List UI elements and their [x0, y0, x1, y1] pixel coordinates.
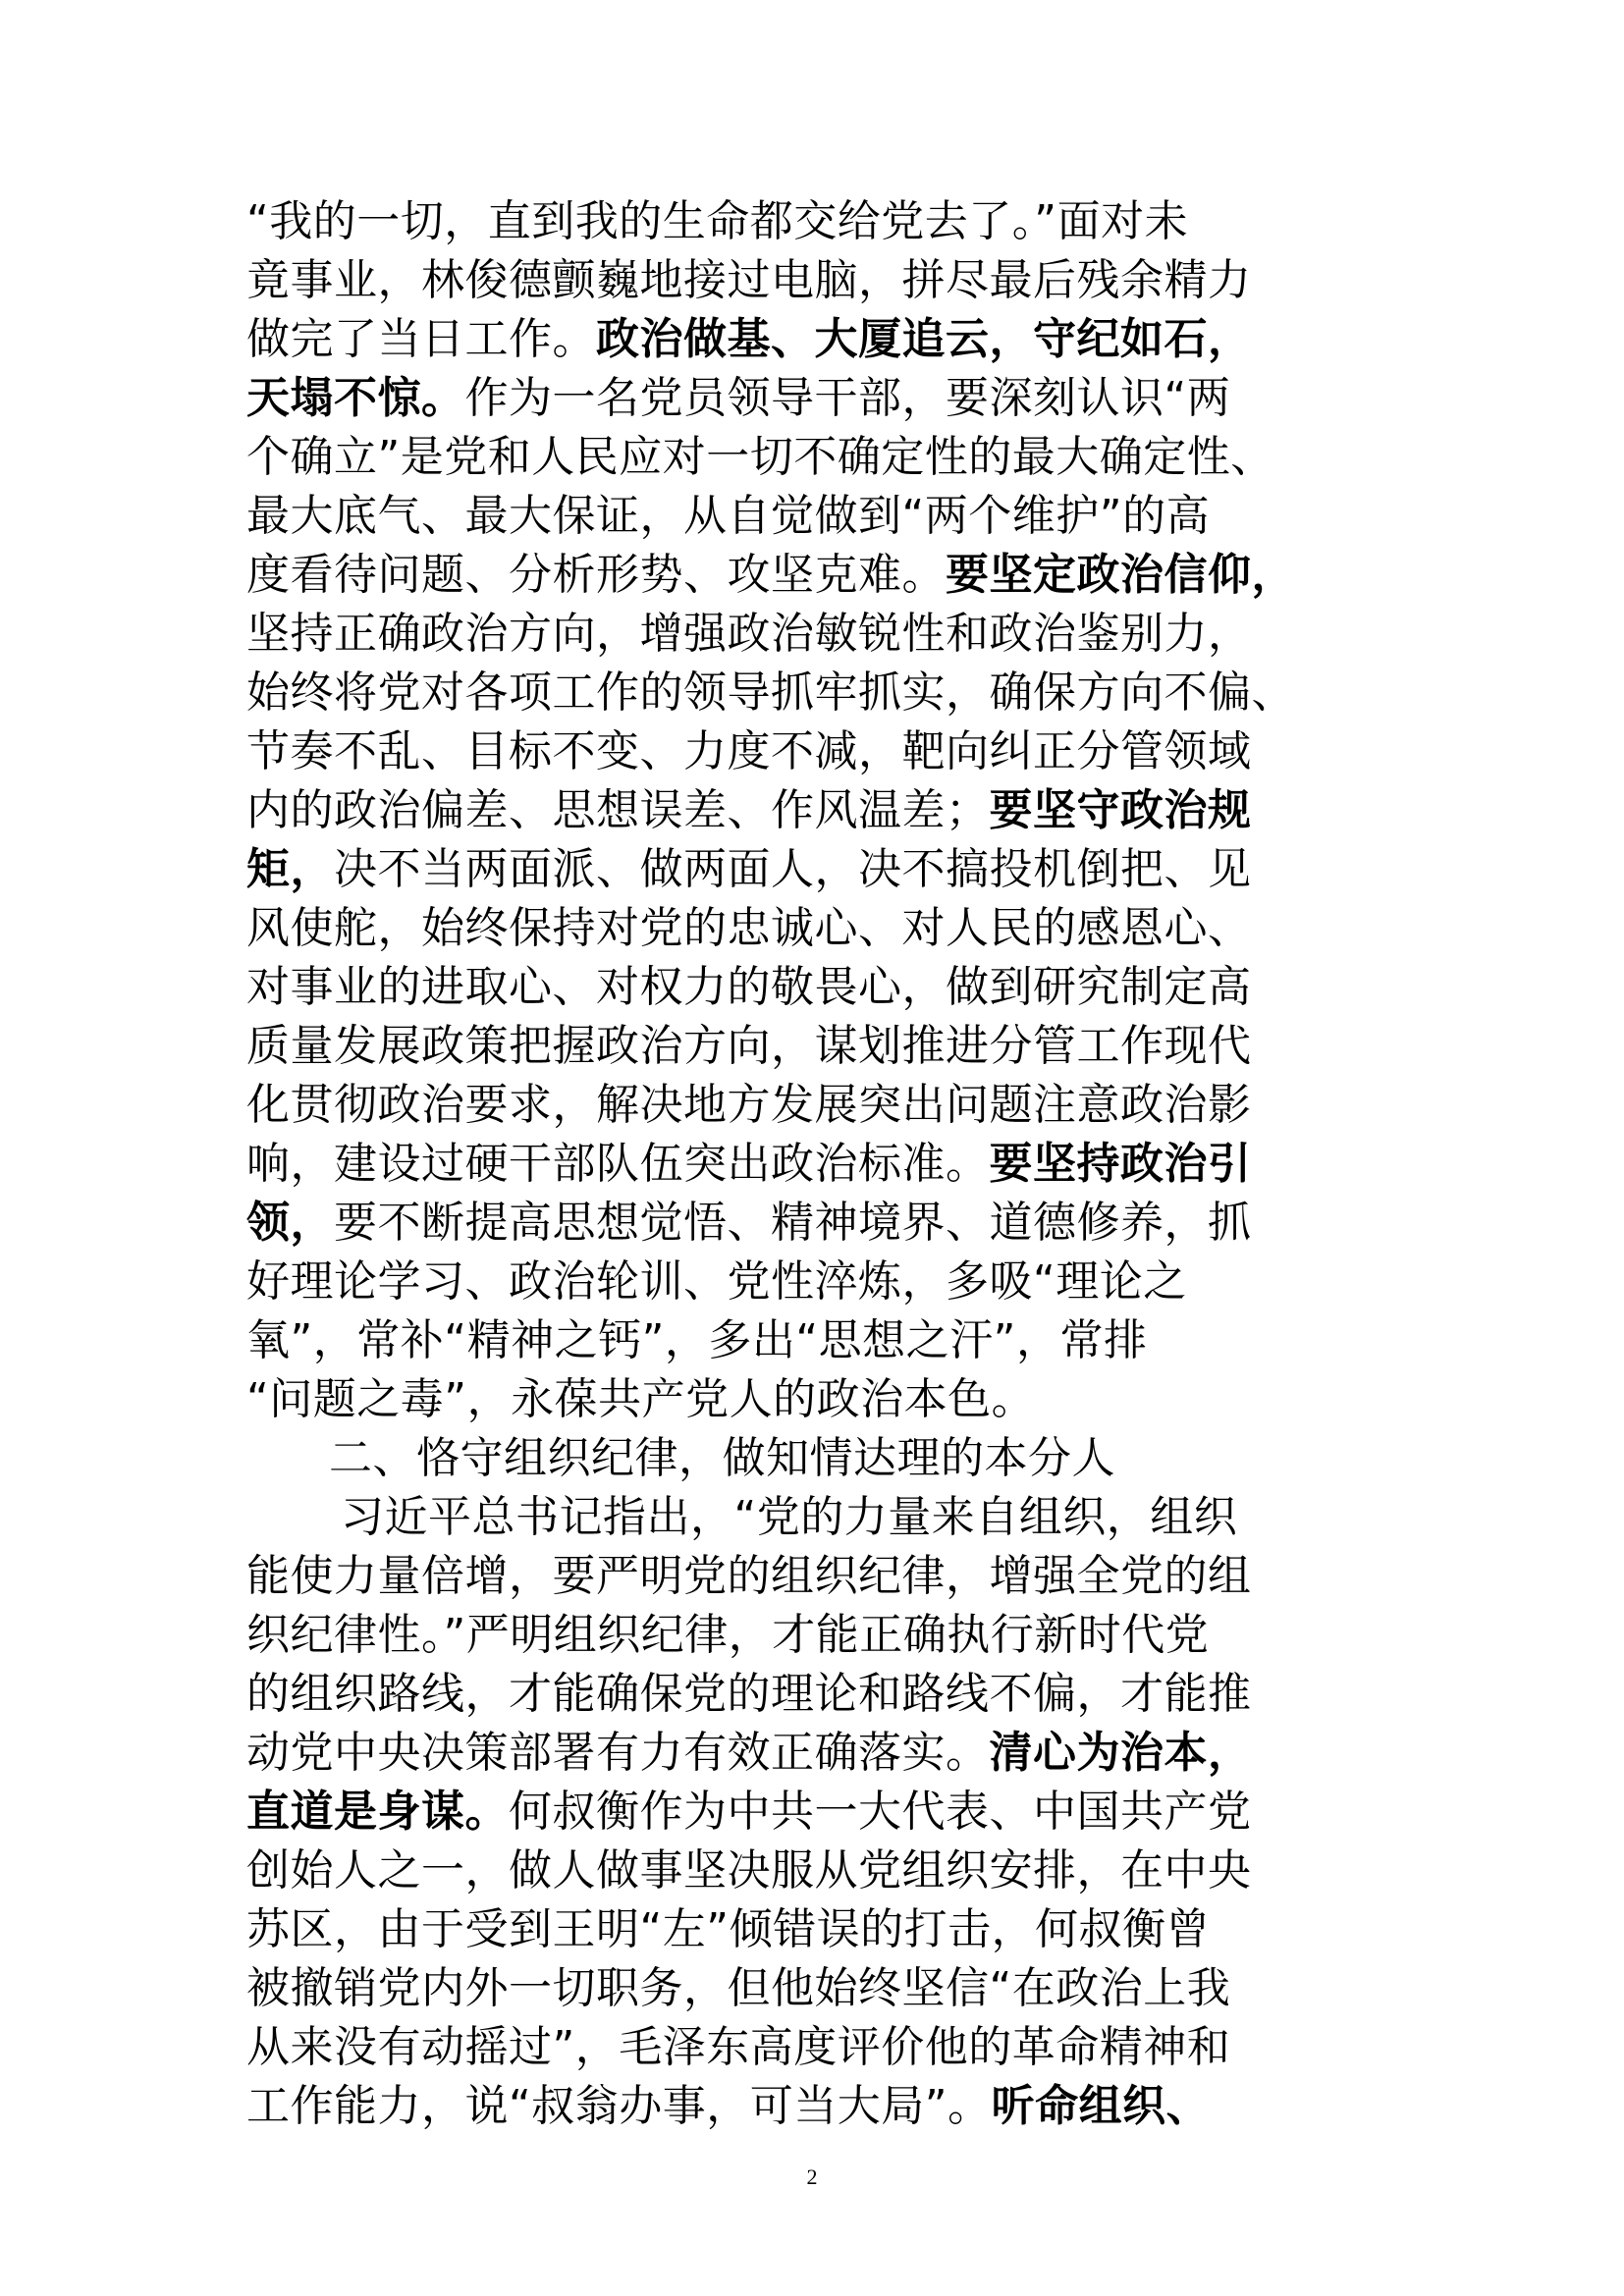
text-run: 始终将党对各项工作的领导抓牢抓实，确保方向不偏、: [246, 667, 1295, 718]
text-line: [246, 369, 1400, 428]
text-line: [246, 1842, 1400, 1900]
section-heading: [246, 1429, 1400, 1488]
body-text: [246, 192, 1400, 2136]
text-line: [246, 781, 1400, 840]
text-line: [246, 1547, 1400, 1606]
text-run: 何叔衡作为中共一大代表、中国共产党: [509, 1787, 1252, 1837]
text-run: 从来没有动摇过”，毛泽东高度评价他的革命精神和: [246, 2022, 1231, 2072]
bold-text-run: 领，: [246, 1198, 334, 1248]
text-run: 作为一名党员领导干部，要深刻认识“两: [464, 373, 1231, 423]
text-line: [246, 840, 1400, 899]
text-line: [246, 1959, 1400, 2018]
text-run: 氧”，常补“精神之钙”，多出“思想之汗”，常排: [246, 1315, 1148, 1365]
text-run: 质量发展政策把握政治方向，谋划推进分管工作现代: [246, 1021, 1252, 1071]
text-line: [246, 1665, 1400, 1724]
text-run: 对事业的进取心、对权力的敬畏心，做到研究制定高: [246, 962, 1252, 1012]
text-line: [246, 1724, 1400, 1783]
text-line: [246, 2077, 1400, 2136]
text-run: 的组织路线，才能确保党的理论和路线不偏，才能推: [246, 1669, 1252, 1719]
bold-text-run: 清心为治本，: [989, 1728, 1252, 1778]
text-run: 要不断提高思想觉悟、精神境界、道德修养，抓: [334, 1198, 1252, 1248]
text-line: [246, 1900, 1400, 1959]
text-run: 节奏不乱、目标不变、力度不减，靶向纠正分管领域: [246, 726, 1252, 776]
text-run: 被撤销党内外一切职务，但他始终坚信“在政治上我: [246, 1963, 1231, 2013]
text-line: [246, 2018, 1400, 2077]
text-run: 最大底气、最大保证，从自觉做到“两个维护”的高: [246, 491, 1211, 541]
text-line: [246, 1017, 1400, 1076]
text-line: [246, 546, 1400, 605]
text-line: [246, 1135, 1400, 1194]
text-line: [246, 1194, 1400, 1253]
text-run: 苏区，由于受到王明“左”倾错误的打击，何叔衡曾: [246, 1904, 1211, 1954]
text-run: 化贯彻政治要求，解决地方发展突出问题注意政治影: [246, 1080, 1252, 1130]
text-line: [246, 251, 1400, 310]
text-run: 好理论学习、政治轮训、党性淬炼，多吸“理论之: [246, 1256, 1187, 1307]
text-run: “我的一切，直到我的生命都交给党去了。”面对未: [246, 196, 1189, 246]
text-line: [246, 1311, 1400, 1370]
text-run: 坚持正确政治方向，增强政治敏锐性和政治鉴别力，: [246, 609, 1252, 659]
text-run: 动党中央决策部署有力有效正确落实。: [246, 1728, 990, 1778]
bold-text-run: 要坚持政治引: [989, 1139, 1252, 1189]
bold-text-run: 听命组织、: [991, 2081, 1211, 2131]
text-line: [246, 664, 1400, 722]
text-run: “问题之毒”，永葆共产党人的政治本色。: [246, 1374, 1036, 1424]
text-run: 织纪律性。”严明组织纪律，才能正确执行新时代党: [246, 1610, 1210, 1660]
text-line: [246, 958, 1400, 1017]
text-line: [246, 1488, 1400, 1547]
text-line: [246, 1370, 1400, 1429]
text-run: 内的政治偏差、思想误差、作风温差；: [246, 785, 990, 835]
bold-text-run: 要坚定政治信仰，: [946, 550, 1295, 600]
text-line: [246, 605, 1400, 664]
bold-text-run: 要坚守政治规: [989, 785, 1252, 835]
text-run: 二、恪守组织纪律，做知情达理的本分人: [329, 1433, 1115, 1483]
text-run: 工作能力，说“叔翁办事，可当大局”。: [246, 2081, 992, 2131]
bold-text-run: 政治做基、大厦追云，守纪如石，: [596, 314, 1252, 364]
text-line: [246, 1076, 1400, 1135]
text-line: [246, 1253, 1400, 1311]
text-run: 能使力量倍增，要严明党的组织纪律，增强全党的组: [246, 1551, 1252, 1601]
text-line: [246, 487, 1400, 546]
text-run: 风使舵，始终保持对党的忠诚心、对人民的感恩心、: [246, 903, 1252, 953]
bold-text-run: 矩，: [246, 844, 334, 894]
text-line: [246, 1606, 1400, 1665]
text-line: [246, 722, 1400, 781]
text-run: 度看待问题、分析形势、攻坚克难。: [246, 550, 946, 600]
page-number: 2: [806, 2164, 818, 2189]
text-run: 创始人之一，做人做事坚决服从党组织安排，在中央: [246, 1845, 1252, 1896]
text-line: [246, 899, 1400, 958]
text-line: [246, 1783, 1400, 1842]
text-run: 个确立”是党和人民应对一切不确定性的最大确定性、: [246, 432, 1274, 482]
text-run: 竟事业，林俊德颤巍地接过电脑，拼尽最后残余精力: [246, 255, 1252, 305]
text-run: 做完了当日工作。: [246, 314, 596, 364]
text-run: 响，建设过硬干部队伍突出政治标准。: [246, 1139, 990, 1189]
text-line: [246, 192, 1400, 251]
text-run: 习近平总书记指出，“党的力量来自组织，组织: [341, 1492, 1238, 1542]
text-line: [246, 310, 1400, 369]
bold-text-run: 直道是身谋。: [246, 1787, 509, 1837]
bold-text-run: 天塌不惊。: [246, 373, 465, 423]
text-line: [246, 428, 1400, 487]
text-run: 决不当两面派、做两面人，决不搞投机倒把、见: [334, 844, 1252, 894]
